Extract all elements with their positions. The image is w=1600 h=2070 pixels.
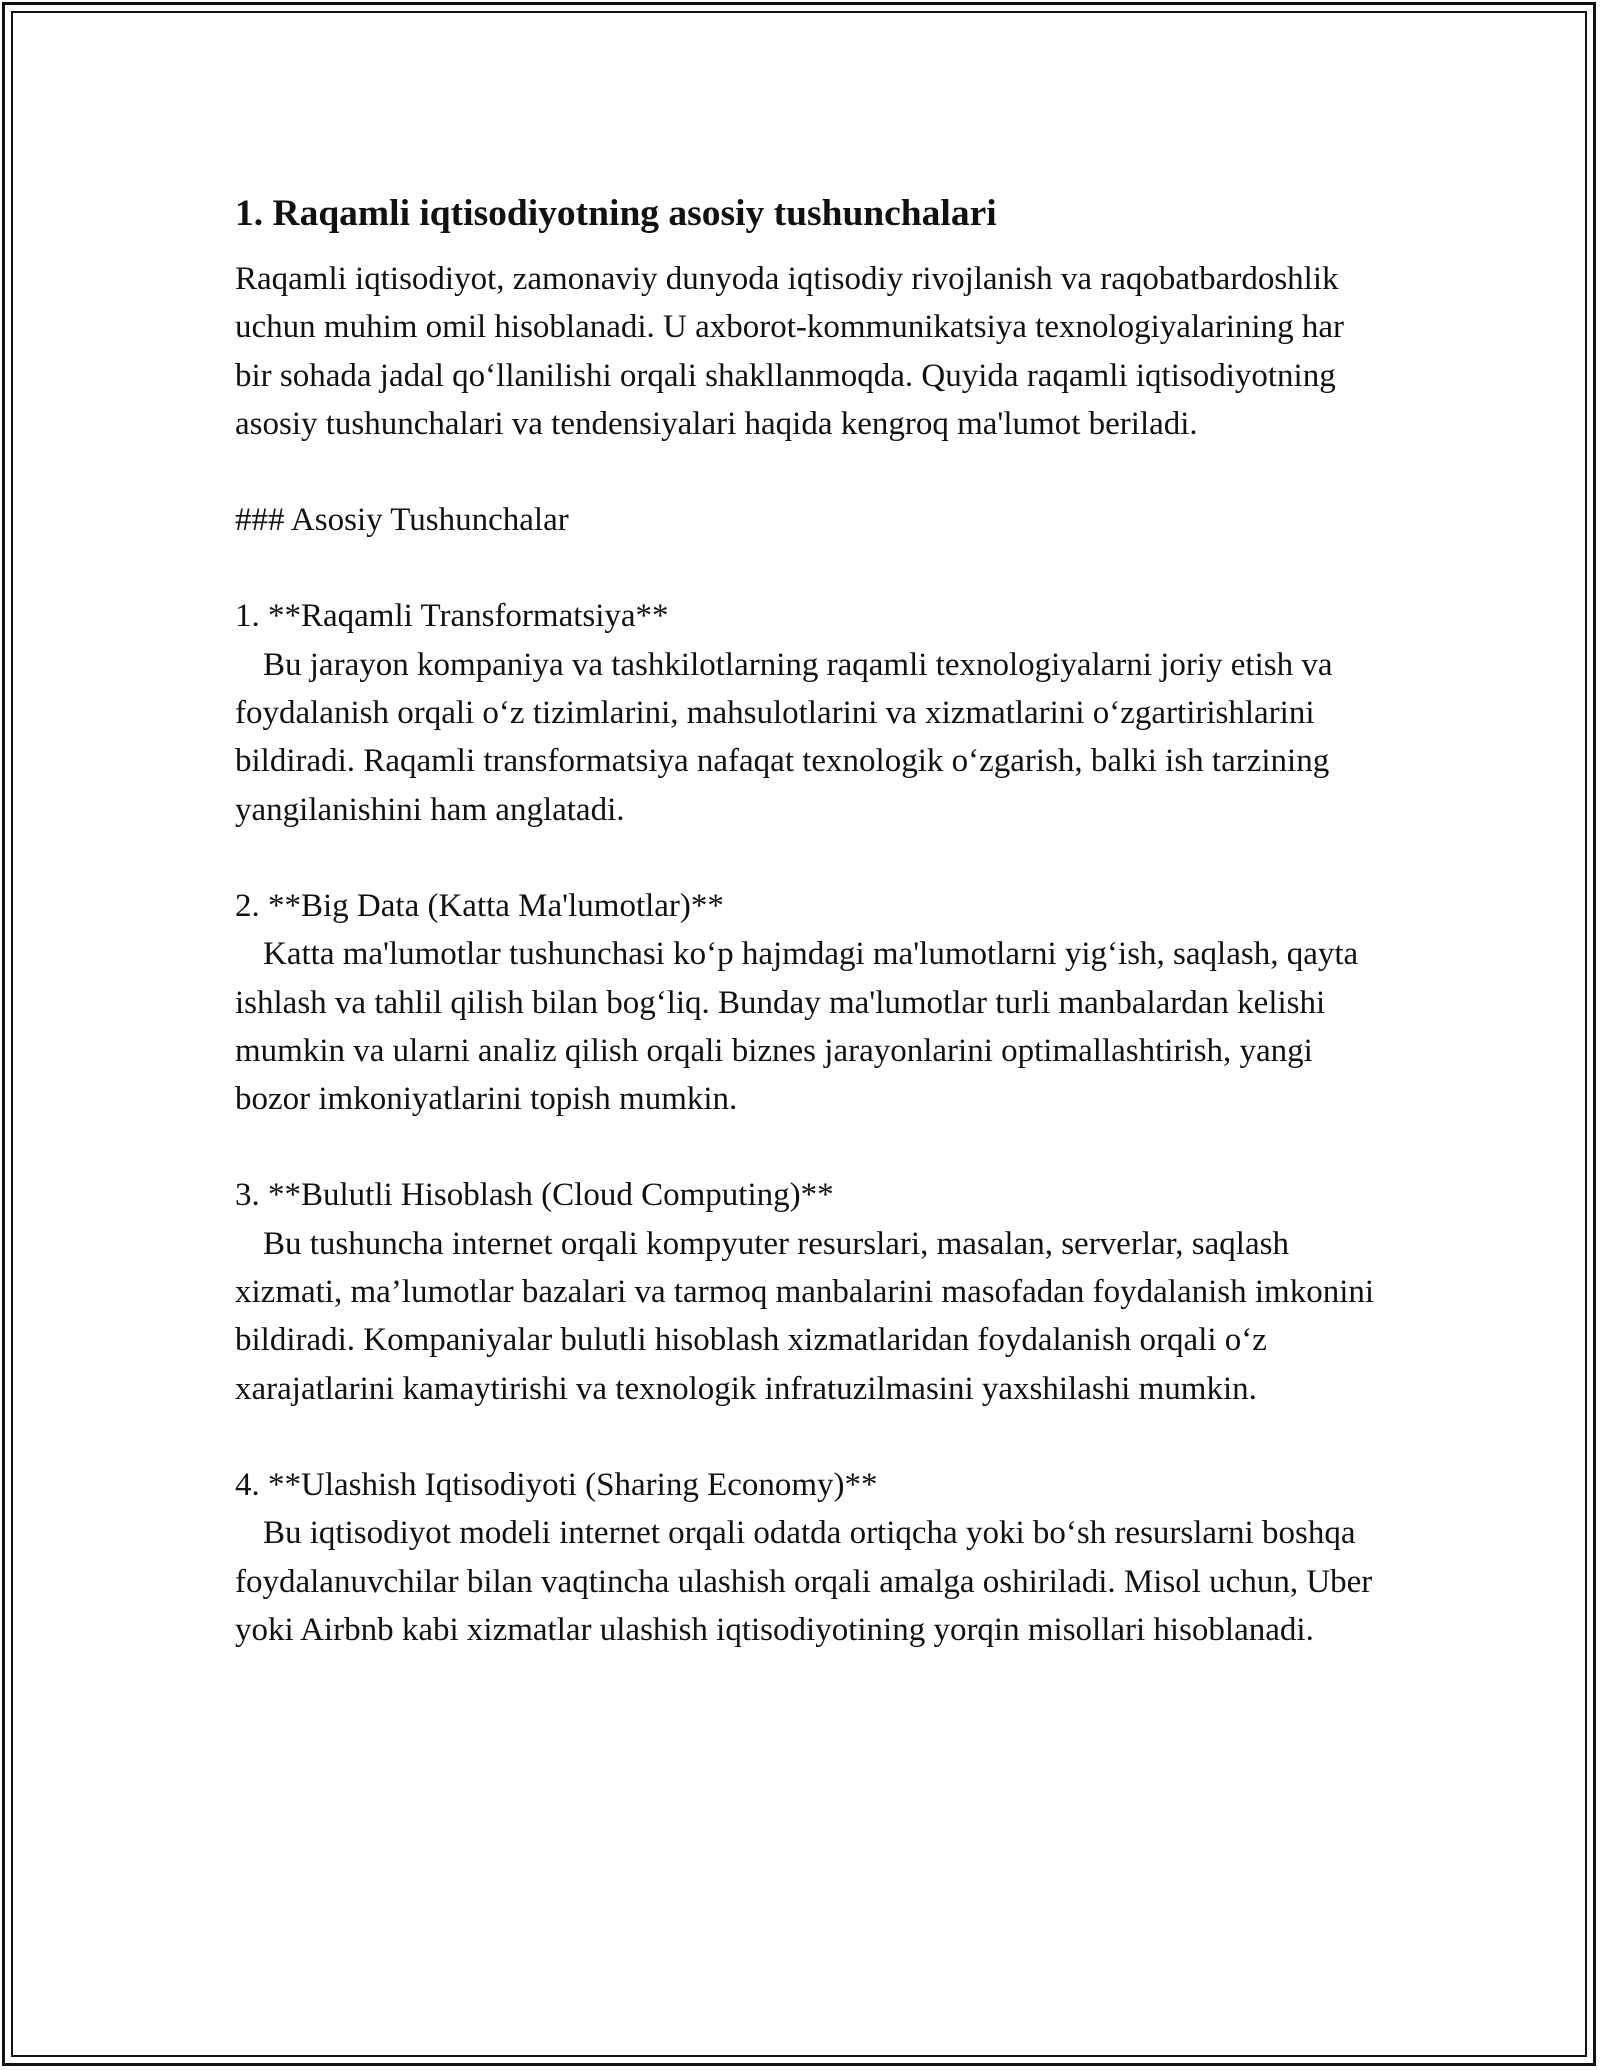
- section-subheading: ### Asosiy Tushunchalar: [235, 502, 569, 539]
- document-content: [235, 185, 1375, 1654]
- list-item-title: 4. **Ulashish Iqtisodiyoti (Sharing Economy)**: [235, 1466, 878, 1503]
- list-item-title: 1. **Raqamli Transformatsiya**: [235, 598, 669, 635]
- document-title: 1. Raqamli iqtisodiyotning asosiy tushunchalari: [235, 193, 997, 234]
- list-item-title: 2. **Big Data (Katta Ma'lumotlar)**: [235, 887, 724, 924]
- list-item-big-data: [235, 882, 1375, 1123]
- list-item-cloud-computing: [235, 1171, 1375, 1412]
- list-item-body: Katta ma'lumotlar tushunchasi ko‘p hajmdagi ma'lumotlarni yig‘ish, saqlash, qayta ishlash va tahlil qilish bilan bog‘liq. Bunday ma'lumotlar turli manbalardan kelishi mumkin va ularni analiz qilish orqali biznes jarayonlarini optimallashtirish, yangi bozor imkoniyatlarini topish mumkin.: [235, 936, 1359, 1118]
- list-item-title: 3. **Bulutli Hisoblash (Cloud Computing)**: [235, 1177, 834, 1214]
- list-item-digital-transformation: [235, 592, 1375, 833]
- intro-paragraph: Raqamli iqtisodiyot, zamonaviy dunyoda iqtisodiy rivojlanish va raqobatbardoshlik uchun muhim omil hisoblanadi. U axborot-kommunikatsiya texnologiyalarining har bir sohada jadal qo‘llanilishi orqali shakllanmoqda. Quyida raqamli iqtisodiyotning asosiy tushunchalari va tendensiyalari haqida kengroq ma'lumot beriladi.: [235, 261, 1344, 442]
- list-item-body: Bu tushuncha internet orqali kompyuter resurslari, masalan, serverlar, saqlash xizmati, ma’lumotlar bazalari va tarmoq manbalarini masofadan foydalanish imkonini bildiradi. Kompaniyalar bulutli hisoblash xizmatlaridan foydalanish orqali o‘z xarajatlarini kamaytirishi va texnologik infratuzilmasini yaxshilashi mumkin.: [235, 1225, 1375, 1407]
- list-item-body: Bu jarayon kompaniya va tashkilotlarning raqamli texnologiyalarni joriy etish va foydalanish orqali o‘z tizimlarini, mahsulotlarini va xizmatlarini o‘zgartirishlarini bildiradi. Raqamli transformatsiya nafaqat texnologik o‘zgarish, balki ish tarzining yangilanishini ham anglatadi.: [235, 646, 1333, 828]
- list-item-body: Bu iqtisodiyot modeli internet orqali odatda ortiqcha yoki bo‘sh resurslarni boshqa foydalanuvchilar bilan vaqtincha ulashish orqali amalga oshiriladi. Misol uchun, Uber yoki Airbnb kabi xizmatlar ulashish iqtisodiyotining yorqin misollari hisoblanadi.: [235, 1515, 1373, 1648]
- list-item-sharing-economy: [235, 1461, 1375, 1654]
